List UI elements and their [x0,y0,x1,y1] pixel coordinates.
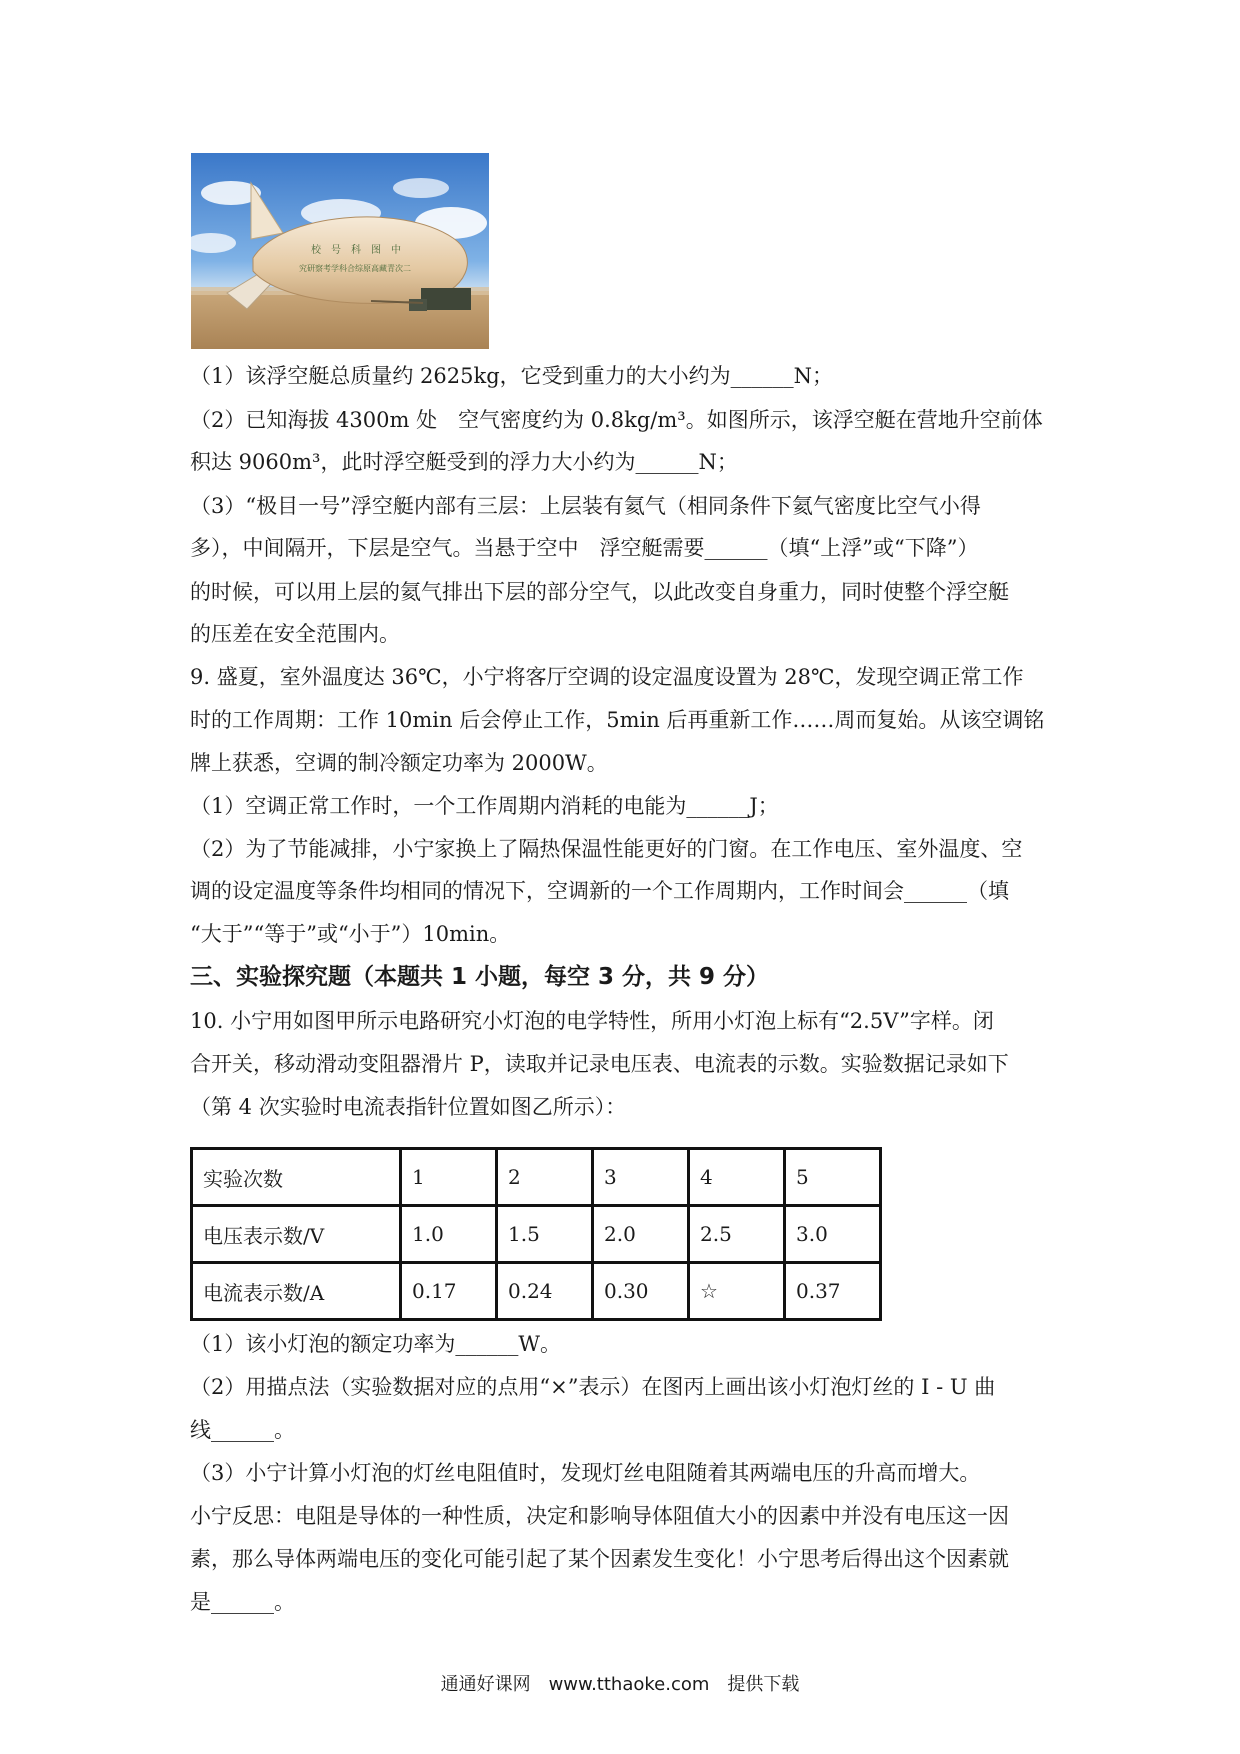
q9-part2-line2: 调的设定温度等条件均相同的情况下，空调新的一个工作周期内，工作时间会______（填 [190,879,1009,903]
q9-stem-line2: 时的工作周期：工作 10min 后会停止工作，5min 后再重新工作……周而复始。从该空调铭 [190,708,1045,732]
svg-text:校 号 科 图 中: 校 号 科 图 中 [311,245,401,256]
table-cell: ☆ [689,1263,785,1320]
table-cell: 3 [593,1149,689,1206]
table-cell: 电流表示数/A [192,1263,401,1320]
table-cell: 0.24 [497,1263,593,1320]
q8-part3-line1: （3）“极目一号”浮空艇内部有三层：上层装有氦气（相同条件下氦气密度比空气小得 [190,494,981,518]
q9-part2-line3: “大于”“等于”或“小于”）10min。 [190,922,511,946]
q8-part3-line3: 的时候，可以用上层的氦气排出下层的部分空气，以此改变自身重力，同时使整个浮空艇 [190,580,1009,604]
q8-part2-line1: （2）已知海拔 4300m 处 空气密度约为 0.8kg/m³。如图所示，该浮空艇在营地升空前体 [190,408,1043,432]
q10-reflection-line3: 是______。 [190,1590,295,1614]
table-cell: 1 [401,1149,497,1206]
q9-part1: （1）空调正常工作时，一个工作周期内消耗的电能为______J； [190,794,779,818]
table-cell: 2 [497,1149,593,1206]
table-cell: 5 [785,1149,881,1206]
page-footer: 通通好课网 www.tthaoke.com 提供下载 [440,1674,800,1695]
table-cell: 0.37 [785,1263,881,1320]
q10-part2-line2: 线______。 [190,1418,295,1442]
table-row [192,1149,881,1206]
q10-reflection-line1: 小宁反思：电阻是导体的一种性质，决定和影响导体阻值大小的因素中并没有电压这一因 [190,1504,1009,1528]
q8-part1: （1）该浮空艇总质量约 2625kg，它受到重力的大小约为______N； [190,364,834,388]
q10-part1: （1）该小灯泡的额定功率为______W。 [190,1332,561,1356]
table-row [192,1263,881,1320]
q8-part3-line2: 多），中间隔开，下层是空气。当悬于空中 浮空艇需要______（填“上浮”或“下降”） [190,536,979,560]
q9-part2-line1: （2）为了节能减排，小宁家换上了隔热保温性能更好的门窗。在工作电压、室外温度、空 [190,837,1023,861]
q8-part2-line2: 积达 9060m³，此时浮空艇受到的浮力大小约为______N； [190,450,738,474]
table-cell: 1.5 [497,1206,593,1263]
q10-stem-line3: （第 4 次实验时电流表指针位置如图乙所示）： [190,1095,627,1119]
q8-part3-line4: 的压差在安全范围内。 [190,622,400,646]
table-row [192,1206,881,1263]
q9-stem-line1: 9. 盛夏，室外温度达 36℃，小宁将客厅空调的设定温度设置为 28℃，发现空调正常工作 [190,665,1024,689]
section-3-heading: 三、实验探究题（本题共 1 小题，每空 3 分，共 9 分） [190,964,770,990]
table-cell: 实验次数 [192,1149,401,1206]
svg-text:究研察考学科合综原高藏青次二: 究研察考学科合综原高藏青次二 [299,264,411,273]
table-cell: 0.30 [593,1263,689,1320]
q10-part2-line1: （2）用描点法（实验数据对应的点用“×”表示）在图丙上画出该小灯泡灯丝的 I - U 曲 [190,1375,996,1399]
table-cell: 2.5 [689,1206,785,1263]
q10-reflection-line2: 素，那么导体两端电压的变化可能引起了某个因素发生变化！小宁思考后得出这个因素就 [190,1547,1009,1571]
table-cell: 2.0 [593,1206,689,1263]
table-cell: 3.0 [785,1206,881,1263]
table-cell: 4 [689,1149,785,1206]
experiment-data-table [190,1147,882,1321]
table-cell: 0.17 [401,1263,497,1320]
q9-stem-line3: 牌上获悉，空调的制冷额定功率为 2000W。 [190,751,608,775]
table-cell: 1.0 [401,1206,497,1263]
airship-photo [191,153,489,349]
q10-stem-line1: 10. 小宁用如图甲所示电路研究小灯泡的电学特性，所用小灯泡上标有“2.5V”字样。闭 [190,1009,994,1033]
q10-part3: （3）小宁计算小灯泡的灯丝电阻值时，发现灯丝电阻随着其两端电压的升高而增大。 [190,1461,981,1485]
q10-stem-line2: 合开关，移动滑动变阻器滑片 P，读取并记录电压表、电流表的示数。实验数据记录如下 [190,1052,1009,1076]
table-cell: 电压表示数/V [192,1206,401,1263]
